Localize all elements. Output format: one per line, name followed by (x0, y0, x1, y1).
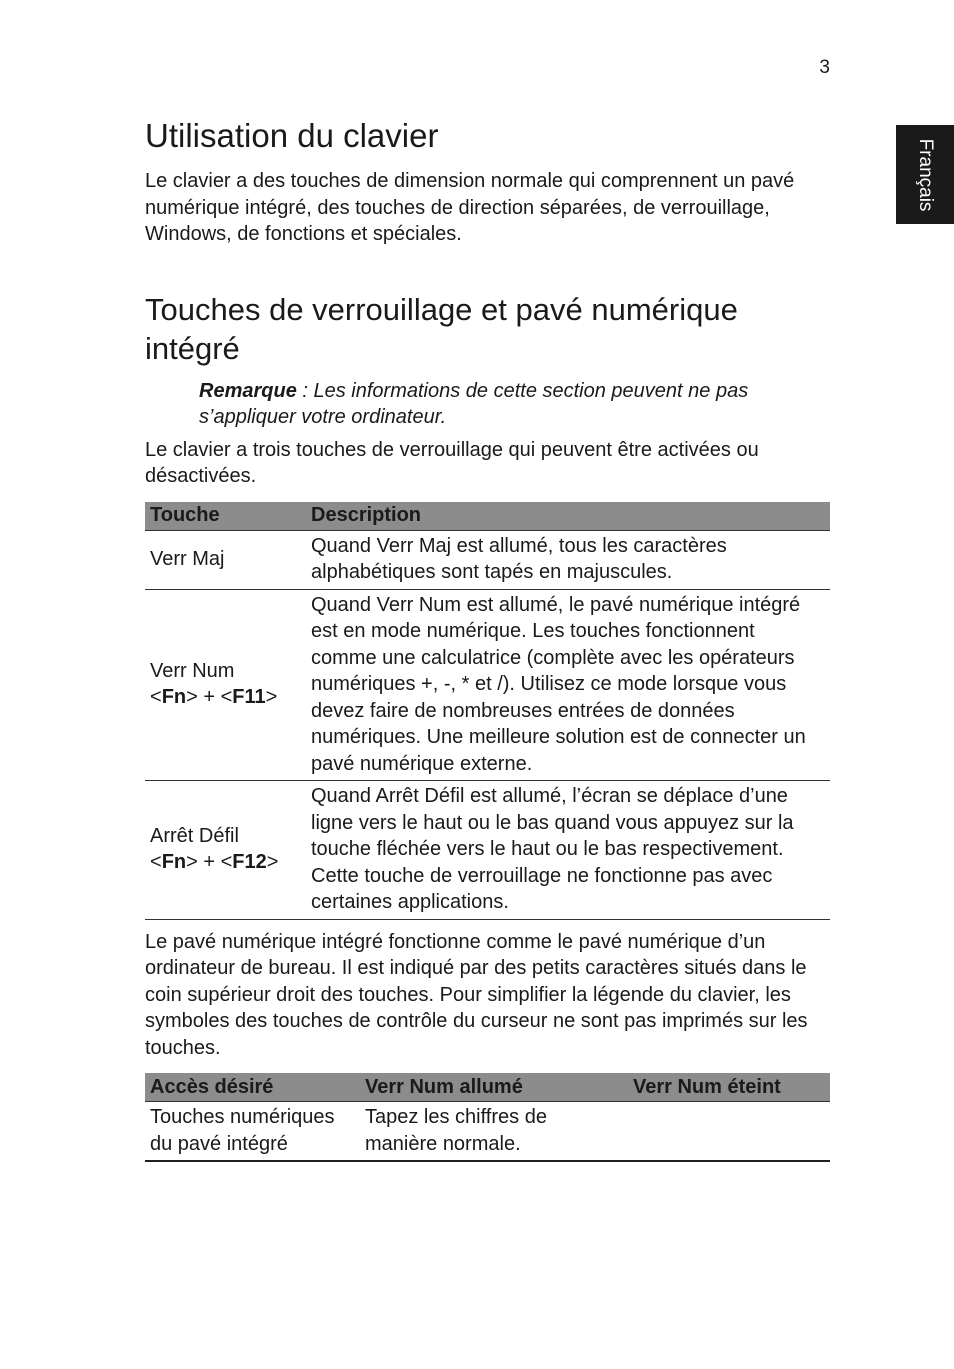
numeric-keypad-paragraph: Le pavé numérique intégré fonctionne comme le pavé numérique d’un ordinateur de bureau. Il est indiqué par des petits caractères situés dans le coin supérieur droit des touches. Pour simplifier la légende du clavier, les symboles des touches de contrôle du curseur ne sont pas imprimés sur les touches. (145, 930, 808, 1059)
key-description: Quand Arrêt Défil est allumé, l’écran se déplace d’une ligne vers le haut ou le bas quand vous appuyez sur la touche fléchée vers le haut ou le bas respectivement. Cette touche de verrouillage ne fonctionne pas avec certaines applications. (306, 781, 830, 920)
section-title-keyboard: Utilisation du clavier (145, 117, 439, 154)
note (199, 378, 830, 431)
note-text: : Les informations de cette section peuvent ne pas s’appliquer votre ordinateur. (199, 379, 749, 428)
page-number: 3 (819, 57, 830, 78)
key-combo (150, 849, 301, 876)
table-header-access: Accès désiré (145, 1073, 360, 1102)
combo-bracket: > (265, 686, 278, 709)
access-cell: Touches numériques du pavé intégré (145, 1102, 360, 1162)
combo-fkey: F11 (232, 686, 266, 709)
table-header-key: Touche (145, 502, 306, 531)
key-name: Verr Maj (145, 530, 306, 589)
key-description: Quand Verr Num est allumé, le pavé numérique intégré est en mode numérique. Les touches fonctionnent comme une calculatrice (complète avec les opérateurs numériques +, -, * et /). Utilisez ce mode lorsque vous devez faire de nombreuses entrées de données numériques. Une meilleure solution est de connecter un pavé numérique externe. (306, 589, 830, 781)
key-name: Arrêt Défil (150, 824, 239, 847)
combo-fkey: F12 (232, 851, 267, 874)
section-title-lock-keys: Touches de verrouillage et pavé numérique intégré (145, 291, 738, 366)
page-content (145, 114, 830, 1162)
key-combo (150, 684, 301, 711)
language-tab-label: Français (915, 138, 936, 211)
combo-separator: > + < (186, 851, 233, 874)
language-tab (896, 125, 954, 224)
combo-fn: Fn (161, 686, 187, 709)
table-header-row (145, 1073, 830, 1102)
lock-keys-table (145, 502, 830, 920)
table-header-numlock-off: Verr Num éteint (628, 1073, 830, 1102)
numlock-off-cell (628, 1102, 830, 1162)
combo-separator: > + < (186, 686, 233, 709)
key-description: Quand Verr Maj est allumé, tous les caractères alphabétiques sont tapés en majuscules. (306, 530, 830, 589)
key-cell (145, 781, 306, 920)
table-header-row (145, 502, 830, 531)
table-row (145, 781, 830, 920)
combo-bracket: < (150, 686, 162, 709)
lock-keys-intro: Le clavier a trois touches de verrouillage qui peuvent être activées ou désactivées. (145, 438, 759, 487)
access-table (145, 1073, 830, 1162)
numlock-on-cell: Tapez les chiffres de manière normale. (360, 1102, 628, 1162)
combo-bracket: < (150, 851, 162, 874)
table-row (145, 1102, 830, 1162)
key-name: Verr Num (150, 659, 235, 682)
combo-fn: Fn (161, 851, 187, 874)
table-row (145, 589, 830, 781)
table-header-numlock-on: Verr Num allumé (360, 1073, 628, 1102)
section-body-keyboard: Le clavier a des touches de dimension normale qui comprennent un pavé numérique intégré, des touches de direction séparées, de verrouillage, Windows, de fonctions et spéciales. (145, 170, 795, 245)
key-cell (145, 589, 306, 781)
note-label: Remarque (199, 379, 297, 402)
combo-bracket: > (266, 851, 279, 874)
table-row (145, 530, 830, 589)
table-header-description: Description (306, 502, 830, 531)
